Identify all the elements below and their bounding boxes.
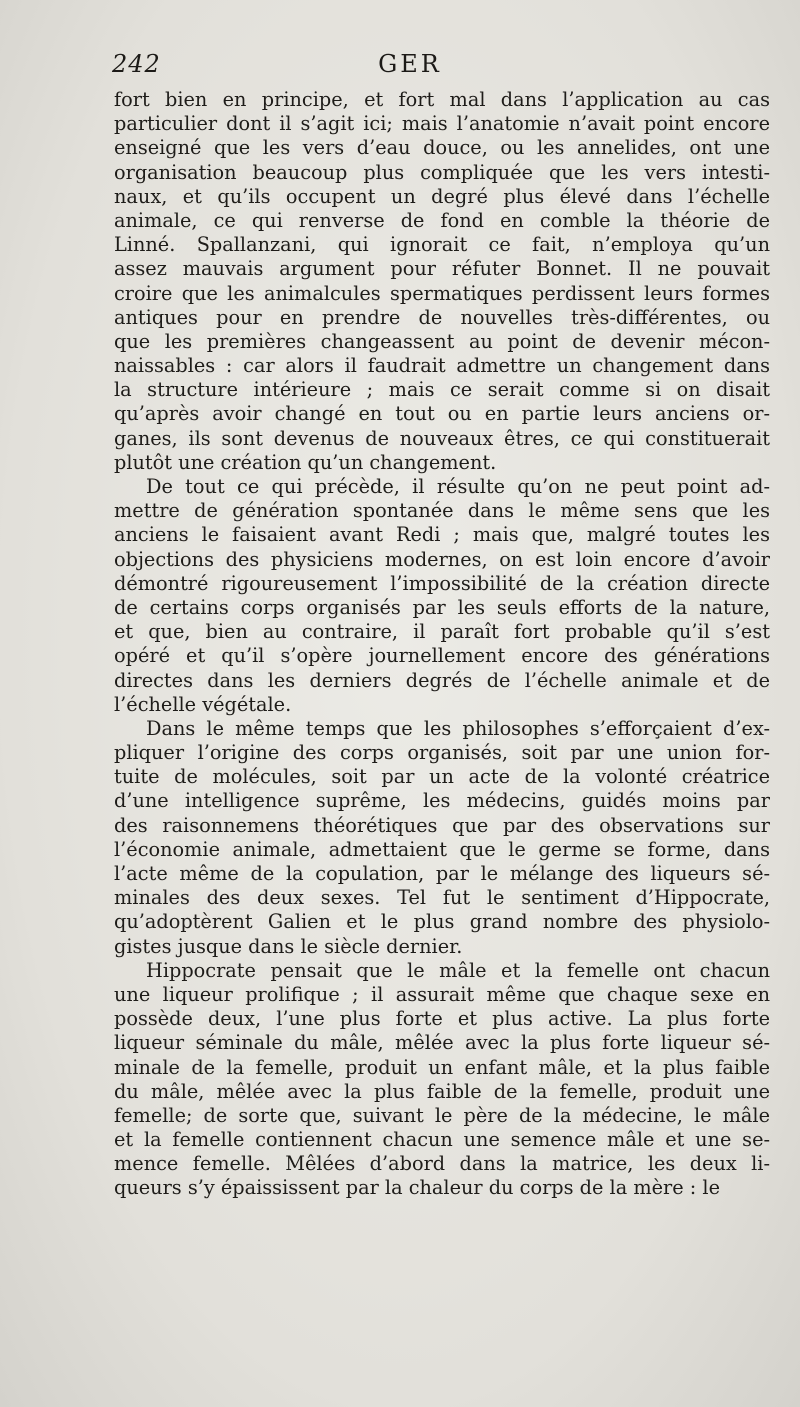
page-number: 242 [112,50,161,78]
text-line: des raisonnemens théorétiques que par des observations sur [114,813,770,837]
text-line: une liqueur prolifique ; il assurait même que chaque sexe en [114,982,770,1006]
text-line: De tout ce qui précède, il résulte qu’on ne peut point ad- [146,475,770,498]
text-line: tuite de molécules, soit par un acte de la volonté créatrice [114,765,770,789]
paragraph [114,959,770,1201]
text-line: qu’après avoir changé en tout ou en partie leurs anciens or- [114,402,770,426]
text-line: et que, bien au contraire, il paraît fort probable qu’il s’est [114,620,770,644]
text-line: mettre de génération spontanée dans le même sens que les [114,499,770,523]
text-line: organisation beaucoup plus compliquée que les vers intesti- [114,160,770,184]
text-line: minales des deux sexes. Tel fut le sentiment d’Hippocrate, [114,886,770,910]
text-line: de certains corps organisés par les seuls efforts de la nature, [114,595,770,619]
text-line: pliquer l’origine des corps organisés, soit par une union for- [114,741,770,765]
body-text [114,88,770,1201]
text-line: du mâle, mêlée avec la plus faible de la femelle, produit une [114,1079,770,1103]
text-line: l’économie animale, admettaient que le germe se forme, dans [114,837,770,861]
text-line: l’acte même de la copulation, par le mélange des liqueurs sé- [114,862,770,885]
text-line: antiques pour en prendre de nouvelles très-différentes, ou [114,305,770,329]
text-line: possède deux, l’une plus forte et plus active. La plus forte [114,1007,770,1031]
text-line: particulier dont il s’agit ici; mais l’anatomie n’avait point encore [114,112,770,136]
text-line: femelle; de sorte que, suivant le père de la médecine, le mâle [114,1103,770,1127]
text-line: Dans le même temps que les philosophes s’efforçaient d’ex- [146,716,770,740]
text-line: minale de la femelle, produit un enfant mâle, et la plus faible [114,1055,770,1079]
running-head: GER [378,50,442,78]
text-line: animale, ce qui renverse de fond en comble la théorie de [114,208,770,232]
paragraph [114,475,770,717]
text-line: la structure intérieure ; mais ce serait comme si on disait [114,378,770,402]
text-line: croire que les animalcules spermatiques perdissent leurs formes [114,281,770,305]
text-line: assez mauvais argument pour réfuter Bonnet. Il ne pouvait [114,257,770,281]
paragraph [114,717,770,959]
text-line: et la femelle contiennent chacun une semence mâle et une se- [114,1128,770,1152]
text-line: naissables : car alors il faudrait admettre un changement dans [114,354,770,378]
text-line: qu’adoptèrent Galien et le plus grand nombre des physiolo- [114,910,770,934]
text-line: gistes jusque dans le siècle dernier. [114,934,463,958]
text-line: fort bien en principe, et fort mal dans l’application au cas [114,88,770,111]
text-line: anciens le faisaient avant Redi ; mais que, malgré toutes les [114,523,770,547]
text-line: plutôt une création qu’un changement. [114,450,497,474]
text-line: mence femelle. Mêlées d’abord dans la matrice, les deux li- [114,1152,770,1176]
text-line: ganes, ils sont devenus de nouveaux êtres, ce qui constituerait [114,426,770,450]
text-line: opéré et qu’il s’opère journellement encore des générations [114,644,770,668]
paragraph [114,88,770,475]
text-line: Hippocrate pensait que le mâle et la femelle ont chacun [146,958,770,982]
text-line: queurs s’y épaississent par la chaleur du corps de la mère : le [114,1176,720,1200]
text-line: naux, et qu’ils occupent un degré plus élevé dans l’échelle [114,184,770,208]
text-line: directes dans les derniers degrés de l’échelle animale et de [114,668,770,692]
text-line: Linné. Spallanzani, qui ignorait ce fait, n’employa qu’un [114,233,770,257]
text-line: démontré rigoureusement l’impossibilité de la création directe [114,571,770,595]
text-line: que les premières changeassent au point de devenir mécon- [114,329,770,353]
text-line: objections des physiciens modernes, on est loin encore d’avoir [114,547,770,571]
text-line: d’une intelligence suprême, les médecins, guidés moins par [114,789,770,813]
text-line: enseigné que les vers d’eau douce, ou les annelides, ont une [114,136,770,160]
text-line: liqueur séminale du mâle, mêlée avec la plus forte liqueur sé- [114,1031,770,1055]
page-header [112,50,772,86]
text-line: l’échelle végétale. [114,692,292,716]
